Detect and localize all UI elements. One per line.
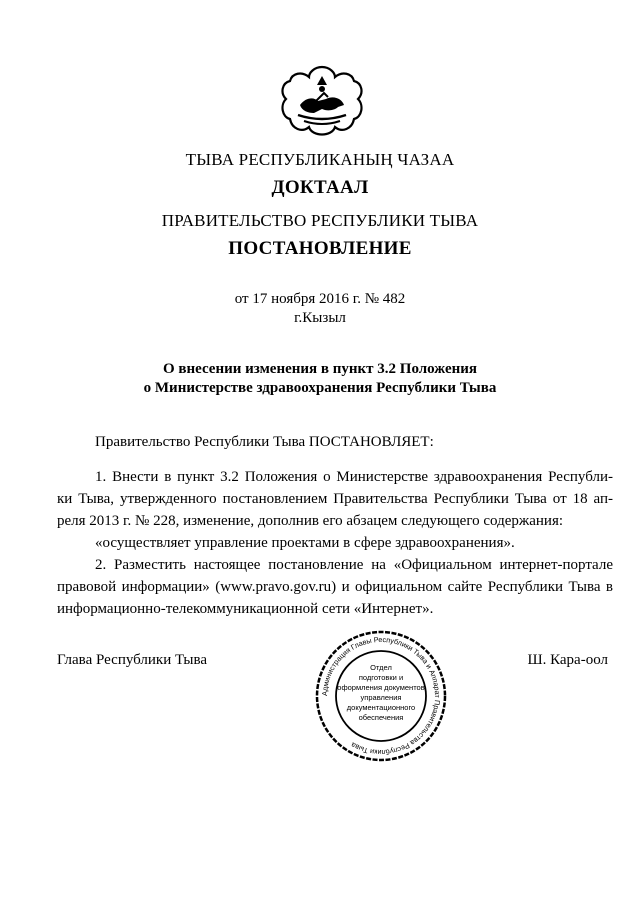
document-title-line-1: О внесении изменения в пункт 3.2 Положения — [162, 361, 478, 377]
item-2-line-1: 2. Разместить настоящее постановление на «Официальном интернет-портале — [95, 557, 613, 573]
russian-government-heading: ПРАВИТЕЛЬСТВО РЕСПУБЛИКИ ТЫВА — [161, 211, 479, 230]
stamp-inner-line: подготовки и — [358, 673, 404, 682]
tuvan-government-heading: ТЫВА РЕСПУБЛИКАНЫҢ ЧАЗАА — [185, 150, 455, 169]
signatory-name: Ш. Кара-оол — [527, 652, 608, 668]
item-1-line-3: реля 2013 г. № 228, изменение, дополнив его абзацем следующего содержания: — [57, 513, 564, 529]
item-1-line-2: ки Тыва, утвержденного постановлением Правительства Республики Тыва от 18 ап- — [57, 491, 613, 507]
official-stamp — [313, 628, 449, 764]
item-2 — [57, 554, 613, 620]
tuvan-doc-type-heading: ДОКТААЛ — [271, 177, 369, 198]
preamble: Правительство Республики Тыва ПОСТАНОВЛЯЕТ: — [95, 434, 434, 450]
item-2-line-2: правовой информации» (www.pravo.gov.ru) и официальном сайте Республики Тыва в — [57, 579, 613, 595]
coat-of-arms-emblem — [280, 63, 364, 141]
stamp-inner-line: документационного — [346, 703, 416, 712]
document-city: г.Кызыл — [294, 310, 346, 326]
document-date-number: от 17 ноября 2016 г. № 482 — [234, 291, 406, 307]
stamp-outer-text: Администрация Главы Республики Тыва и Аппарат Правительства Республики Тыва — [319, 634, 443, 758]
stamp-inner-line: Отдел — [370, 663, 392, 672]
item-1-quote: «осуществляет управление проектами в сфере здравоохранения». — [95, 535, 515, 551]
signatory-position: Глава Республики Тыва — [57, 652, 208, 668]
stamp-inner-line: оформления документов — [337, 683, 425, 692]
item-1 — [57, 466, 613, 554]
stamp-inner-line: управления — [360, 693, 402, 702]
stamp-inner-line: обеспечения — [358, 713, 404, 722]
russian-doc-type-heading: ПОСТАНОВЛЕНИЕ — [228, 238, 412, 259]
item-2-line-3: информационно-телекоммуникационной сети «Интернет». — [57, 601, 434, 617]
document-title-line-2: о Министерстве здравоохранения Республики Тыва — [143, 380, 497, 396]
item-1-line-1: 1. Внести в пункт 3.2 Положения о Министерстве здравоохранения Республи- — [95, 469, 613, 485]
body-text — [57, 431, 613, 453]
